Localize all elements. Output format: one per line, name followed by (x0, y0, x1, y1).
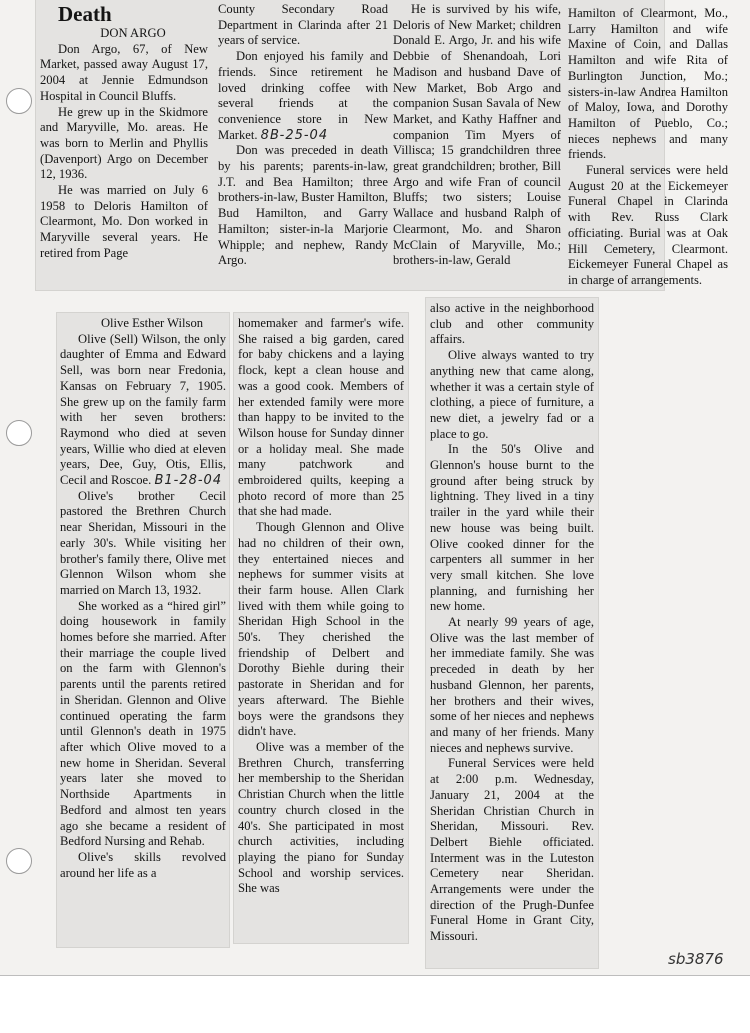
binder-hole (6, 420, 32, 446)
paragraph-text: Don enjoyed his family and friends. Since retirement he loved drinking coffee with several friends at the convenience store in New Market. (218, 49, 388, 142)
paragraph: Don was preceded in death by his parents; parents-in-law, J.T. and Bea Hamilton; three brothers-in-law, Buster Hamilton, Bud Hamilton, and Garry Hamilton; sister-in-la Marjorie Whipple; and nephew, Randy Argo. (218, 143, 388, 268)
headline: Death (58, 2, 112, 26)
archive-number: sb3876 (668, 950, 724, 968)
handwritten-date: B1-28-04 (154, 473, 223, 489)
paragraph: Olive's skills revolved around her life as a (60, 849, 226, 880)
binder-hole (6, 88, 32, 114)
argo-column-3 (393, 2, 561, 288)
page-edge (0, 975, 750, 976)
wilson-column-3 (430, 301, 594, 965)
paragraph: Funeral Services were held at 2:00 p.m. Wednesday, January 21, 2004 at the Sheridan Christian Church in Sheridan, Missouri. Rev. Delbert Biehle officiated. Interment was in the Luteston Cemetery near Sheridan. Arrangements were under the direction of the Prugh-Dunfee Funeral Home in Grant City, Missouri. (430, 756, 594, 944)
paragraph: She worked as a “hired girl” doing housework in family homes before she married. After their marriage the couple lived on the farm with Glennon's parents until the parents retired in Sheridan. Glennon and Olive continued operating the farm until Glennon's death in 1975 after which Olive moved to a new home in Sheridan. Several years later she moved to Northside Apartments in Bedford and almost ten years ago she became a resident of Bedford Nursing and Rehab. (60, 598, 226, 849)
paragraph: In the 50's Olive and Glennon's house burnt to the ground after being struck by lightning. They lived in a tiny trailer in the yard while their new house was being built. Olive cooked dinner for the carpenters all summer in her very small kitchen. She love planning, and furnishing her new home. (430, 442, 594, 614)
paragraph: Hamilton of Clearmont, Mo., Larry Hamilton and wife Maxine of Coin, and Dallas Hamilton and wife Rita of Burlington Junction, Mo.; sisters-in-law Andrea Hamilton of Maloy, Iowa, and Dorothy Hamilton of Pueblo, Co.; nieces nephews and many friends. (568, 6, 728, 162)
paragraph (60, 332, 226, 489)
paragraph: At nearly 99 years of age, Olive was the last member of her immediate family. She was preceded in death by her husband Glennon, her parents, her brothers and their wives, some of her nieces and nephews and many of her friends. Many nieces and nephews survive. (430, 615, 594, 755)
paragraph: Olive's brother Cecil pastored the Brethren Church near Sheridan, Missouri in the early 30's. While visiting her brother's family there, Olive met Glennon Wilson whom she married on March 13, 1932. (60, 488, 226, 597)
paragraph: County Secondary Road Department in Clarinda after 21 years of service. (218, 2, 388, 48)
obituary-name: DON ARGO (100, 26, 166, 40)
binder-hole (6, 848, 32, 874)
paragraph: homemaker and farmer's wife. She raised a big garden, cared for baby chickens and a laying flock, kept a clean house and was a good cook. Members of her extended family were more than happy to be invited to the Wilson house for Sunday dinner or a holiday meal. She made many patchwork and embroidered quilts, keeping a photo record of more than 25 that she had made. (238, 316, 404, 519)
paragraph: also active in the neighborhood club and other community affairs. (430, 301, 594, 347)
paragraph: Don Argo, 67, of New Market, passed away August 17, 2004 at Jennie Edmundson Hospital in Council Bluffs. (40, 41, 208, 103)
argo-column-1 (40, 2, 208, 288)
paragraph (218, 49, 388, 143)
argo-column-4 (568, 6, 728, 290)
paragraph-text: Olive (Sell) Wilson, the only daughter of Emma and Edward Sell, was born near Fredonia, Kansas on February 7, 1905. She grew up on the family farm with her seven brothers: Raymond who died at seven years, Willie who died at eleven years, Dee, Guy, Otis, Ellis, Cecil and Roscoe. (60, 331, 226, 488)
argo-column-2 (218, 2, 388, 288)
paragraph: He grew up in the Skidmore and Maryville, Mo. areas. He was born to Merlin and Phyllis (Davenport) Argo on December 12, 1936. (40, 104, 208, 182)
handwritten-date: 8B-25-04 (260, 127, 329, 143)
paragraph: He is survived by his wife, Deloris of New Market; children Donald E. Argo, Jr. and his wife Debbie of Shenandoah, Lori Madison and husband Dave of New Market, Bob Argo and companion Susan Savala of New Market, and Kathy Haffner and companion Tim Myers of Villisca; 15 grandchildren three great grandchildren; brother, Bill Argo and wife Fran of council Bluffs; two sisters; Louise Wallace and husband Ralph of Clearmont, Mo. and Sharon McClain of Maryville, Mo.; brothers-in-law, Gerald (393, 2, 561, 268)
wilson-column-2 (238, 316, 404, 940)
paragraph: Olive always wanted to try anything new that came along, whether it was a certain style of clothing, a piece of furniture, a new diet, a jewelry fad or a place to go. (430, 348, 594, 441)
wilson-column-1 (60, 316, 226, 944)
paragraph: Though Glennon and Olive had no children of their own, they entertained nieces and nephews for summer visits at their farm house. Allen Clark lived with them while going to Sheridan High School in the 50's. They cherished the friendship of Delbert and Dorothy Biehle during their pastorate in Sheridan and for years afterward. The Biehle boys were the grandsons they didn't have. (238, 520, 404, 739)
paragraph: Funeral services were held August 20 at the Eickemeyer Funeral Chapel in Clarinda with Rev. Russ Clark officiating. Burial was at Oak Hill Cemetery, Clearmont. Eickemeyer Funeral Chapel as in charge of arrangements. (568, 163, 728, 287)
paragraph: He was married on July 6 1958 to Deloris Hamilton of Clearmont, Mo. Don worked in Maryville several years. He retired from Page (40, 183, 208, 260)
obituary-name: Olive Esther Wilson (100, 316, 204, 330)
paragraph: Olive was a member of the Brethren Church, transferring her membership to the Sheridan Christian Church when the little country church closed in the 40's. She participated in most church activities, including playing the piano for Sunday School and worship services. She was (238, 739, 404, 896)
